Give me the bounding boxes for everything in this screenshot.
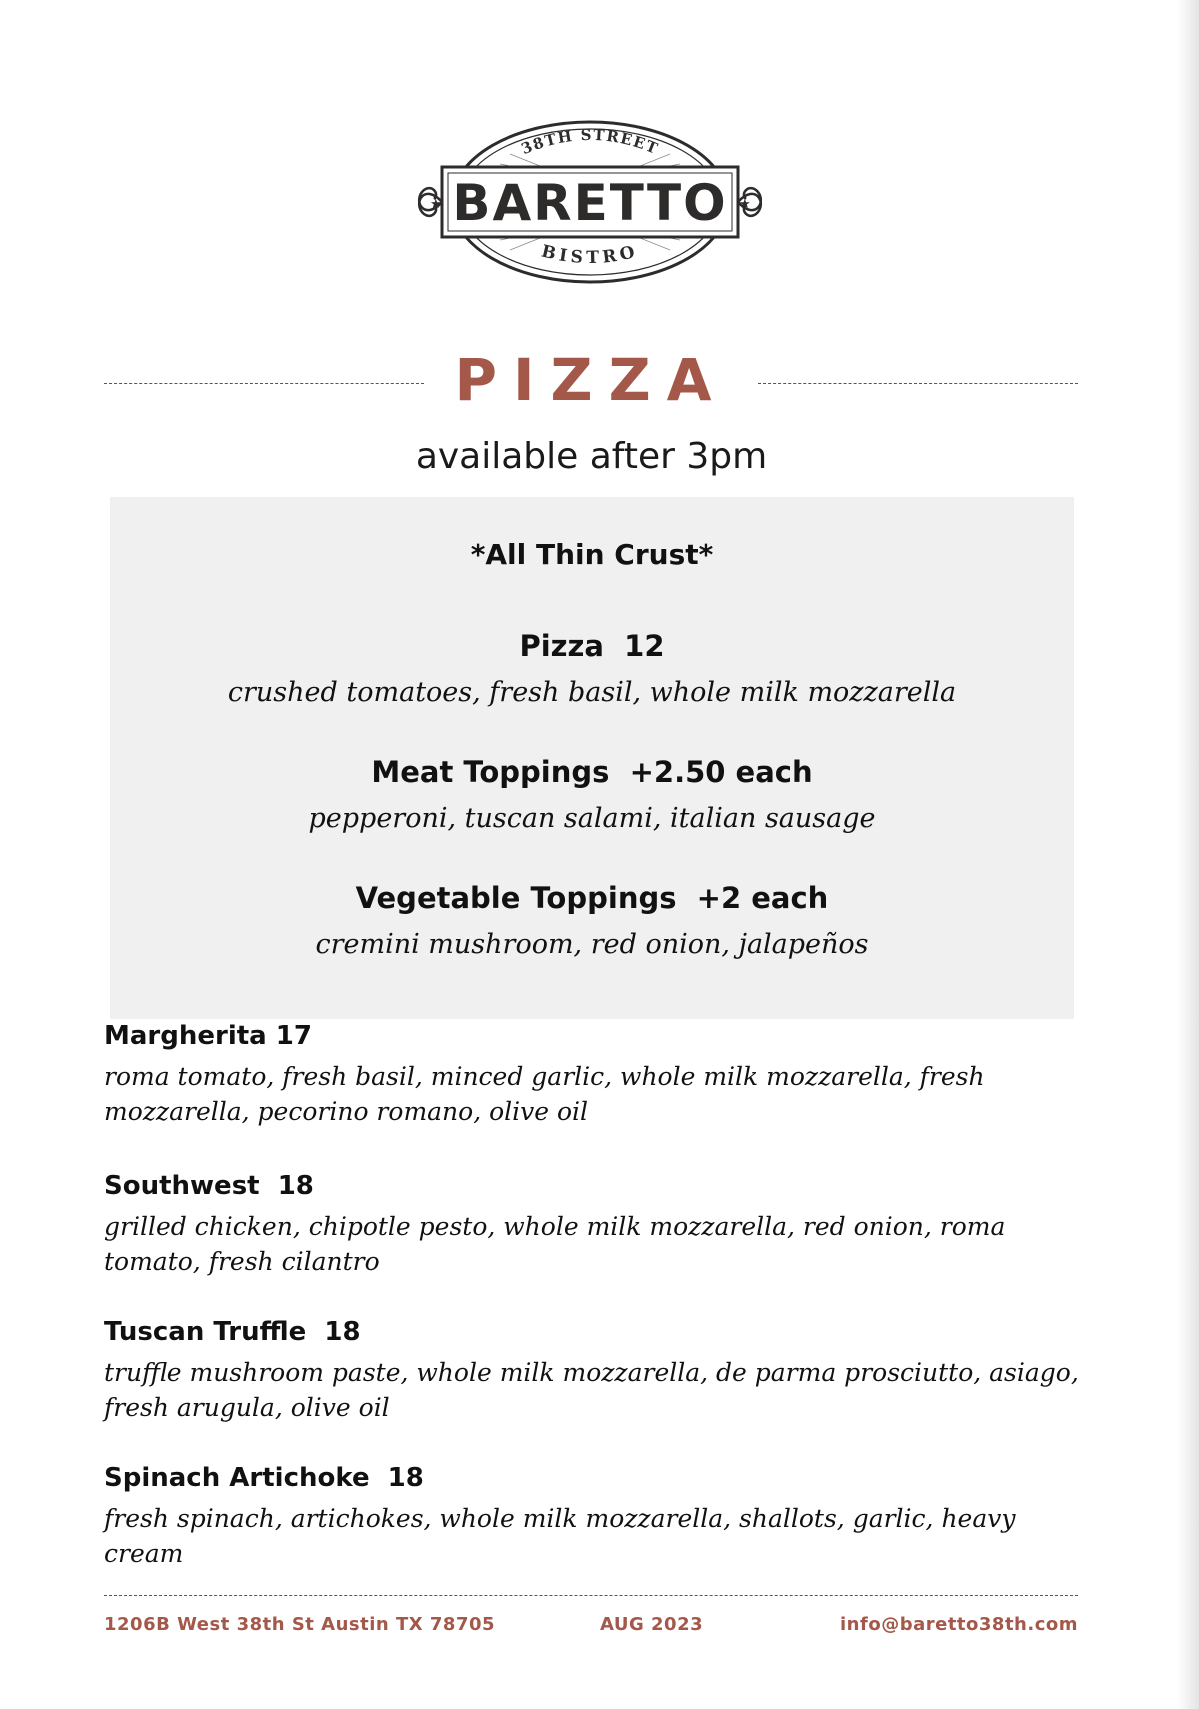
menu-item-description: fresh spinach, artichokes, whole milk mozzarella, shallots, garlic, heavy cream — [104, 1504, 1016, 1568]
logo-name-text: BARETTO — [452, 174, 728, 232]
logo-top-text — [519, 126, 662, 158]
title-divider-left — [104, 383, 424, 384]
menu-item-name: Spinach Artichoke 18 — [104, 1463, 424, 1493]
svg-text:★: ★ — [430, 197, 442, 212]
footer-divider — [104, 1595, 1078, 1596]
title-divider-right — [758, 383, 1078, 384]
logo-emblem — [410, 112, 770, 297]
svg-text:★: ★ — [739, 197, 751, 212]
menu-item-spinach-artichoke — [104, 1460, 1084, 1571]
menu-item-name: Tuscan Truffle 18 — [104, 1317, 361, 1347]
logo-bottom-text — [539, 242, 640, 269]
footer-email: info@baretto38th.com — [840, 1614, 1078, 1635]
menu-item-tuscan-truffle — [104, 1314, 1084, 1425]
base-item-description: pepperoni, tuscan salami, italian sausage — [308, 803, 876, 834]
logo-bottom-textpath: BISTRO — [539, 241, 641, 269]
base-item-pizza — [110, 626, 1074, 713]
menu-item-name: Southwest 18 — [104, 1171, 314, 1201]
menu-item-margherita — [104, 1018, 1084, 1129]
menu-item-southwest — [104, 1168, 1084, 1279]
footer-address: 1206B West 38th St Austin TX 78705 — [104, 1614, 496, 1635]
base-item-name: Meat Toppings +2.50 each — [371, 755, 813, 789]
section-title: PIZZA — [454, 346, 728, 414]
page-edge-shadow — [1177, 0, 1199, 1709]
thin-crust-note: *All Thin Crust* — [470, 538, 714, 571]
base-item-name: Vegetable Toppings +2 each — [355, 881, 829, 915]
base-item-meat-toppings — [110, 752, 1074, 839]
menu-item-description: roma tomato, fresh basil, minced garlic, whole milk mozzarella, fresh mozzarella, pecorino romano, olive oil — [104, 1062, 985, 1126]
base-item-vegetable-toppings — [110, 878, 1074, 965]
menu-item-description: grilled chicken, chipotle pesto, whole milk mozzarella, red onion, roma tomato, fresh cilantro — [104, 1212, 1006, 1276]
footer-date: AUG 2023 — [600, 1614, 704, 1635]
baretto-logo — [410, 112, 770, 297]
base-item-description: crushed tomatoes, fresh basil, whole milk mozzarella — [227, 677, 957, 708]
menu-item-name: Margherita 17 — [104, 1021, 312, 1051]
section-subtitle: available after 3pm — [415, 436, 768, 477]
base-item-name: Pizza 12 — [519, 629, 665, 663]
logo-top-textpath: 38TH STREET — [518, 125, 662, 159]
menu-item-description: truffle mushroom paste, whole milk mozzarella, de parma prosciutto, asiago, fresh arugula, olive oil — [104, 1358, 1079, 1422]
base-item-description: cremini mushroom, red onion, jalapeños — [315, 929, 869, 960]
section-title-row — [104, 345, 1078, 415]
